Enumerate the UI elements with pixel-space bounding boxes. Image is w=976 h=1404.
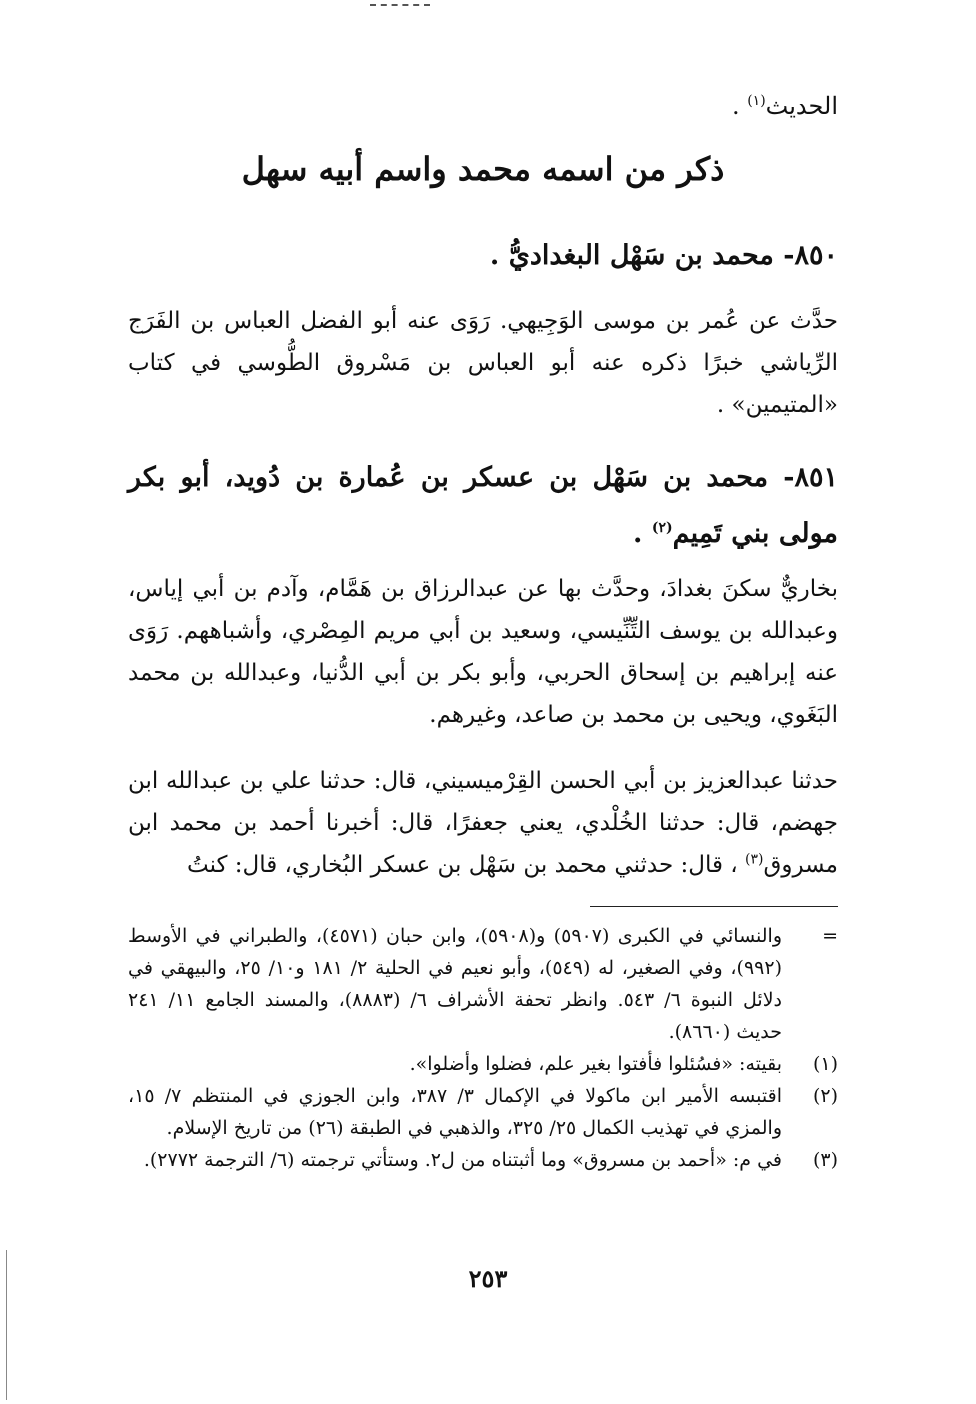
- entry-851-paragraph: بخاريٌّ سكنَ بغدادَ، وحدَّث بها عن عبدالرزاق بن هَمَّام، وآدم بن أبي إياس، وعبدالله بن يوسف التِّنِّيسي، وسعيد بن أبي مريم المِصْري، وأشباههم. رَوَى عنه إبراهيم بن إسحاق الحربي، وأبو بكر بن أبي الدُّنيا، وعبدالله بن محمد البَغَوي، ويحيى بن محمد بن صاعد، وغيرهم.: [128, 576, 838, 728]
- footnote-text: والنسائي في الكبرى (٥٩٠٧) و(٥٩٠٨)، وابن حبان (٤٥٧١)، والطبراني في الأوسط (٩٩٢)، وفي الصغير، له (٥٤٩)، وأبو نعيم في الحلية ٢/ ١٨١ و١٠/ ٢٥، والبيهقي في دلائل النبوة ٦/ ٥٤٣. وانظر تحفة الأشراف ٦/ (٨٨٨٣)، والمسند الجامع ١١/ ٢٤١ حديث (٨٦٦٠).: [128, 925, 782, 1043]
- section-heading: ذكر من اسمه محمد واسم أبيه سهل: [241, 150, 725, 188]
- footnote-divider: [590, 906, 838, 907]
- continued-text-word: الحديث: [765, 92, 838, 120]
- footnote-ref-1: (١): [747, 93, 766, 109]
- footnote-ref-3: (٣): [745, 851, 764, 868]
- footnote-ref-2: (٢): [651, 520, 673, 536]
- entry-851-isnad: [128, 760, 838, 886]
- entry-851-heading-end: .: [633, 518, 652, 549]
- entry-851-heading: [128, 450, 838, 562]
- footnote-mark: =: [822, 925, 838, 947]
- continued-text: [128, 86, 838, 126]
- isnad-text: حدثنا عبدالعزيز بن أبي الحسن القِرْميسيني، قال: حدثنا علي بن عبدالله ابن جهضم، قال: حدثنا الخُلْدي، يعني جعفرًا، قال: أخبرنا أحمد بن محمد ابن مسروق: [128, 768, 838, 878]
- footnote-3: [128, 1144, 838, 1176]
- footnote-text: في م: «أحمد بن مسروق» وما أثبتناه من ل٢. وستأتي ترجمته (٦/ الترجمة ٢٧٧٢).: [143, 1149, 782, 1171]
- continued-text-end: .: [731, 92, 748, 120]
- page-number: ٢٥٣: [468, 1264, 508, 1293]
- entry-850-heading: ٨٥٠- محمد بن سَهْل البغداديُّ .: [489, 240, 838, 271]
- footnote-mark: (١): [812, 1053, 838, 1075]
- footnotes: [128, 920, 838, 1176]
- footnote-mark: (٢): [812, 1085, 838, 1107]
- footnote-2: [128, 1080, 838, 1144]
- footnote-text: بقيته: «فسُئلوا فأفتوا بغير علم، فضلوا وأضلوا».: [409, 1053, 782, 1075]
- entry-851-heading-text: ٨٥١- محمد بن سَهْل بن عسكر بن عُمارة بن دُويد، أبو بكر مولى بني تَمِيم: [128, 462, 838, 549]
- scan-top-mark: [370, 4, 430, 8]
- footnote-1: [128, 1048, 838, 1080]
- isnad-text-continued: ، قال: حدثني محمد بن سَهْل بن عسكر البُخاري، قال: كنتُ: [186, 852, 746, 878]
- entry-850-paragraph: حدَّث عن عُمر بن موسى الوَجِيهي. رَوَى عنه أبو الفضل العباس بن الفَرَج الرِّياشي خبرًا ذكره عنه أبو العباس بن مَسْروق الطُّوسي في كتاب «المتيمين» .: [128, 308, 838, 418]
- footnote-text: اقتبسه الأمير ابن ماكولا في الإكمال ٣/ ٣٨٧، وابن الجوزي في المنتظم ٧/ ١٥، والمزي في تهذيب الكمال ٢٥/ ٣٢٥، والذهبي في الطبقة (٢٦) من تاريخ الإسلام.: [128, 1085, 782, 1139]
- footnote-mark: (٣): [812, 1149, 838, 1171]
- footnote-continued: [128, 920, 838, 1048]
